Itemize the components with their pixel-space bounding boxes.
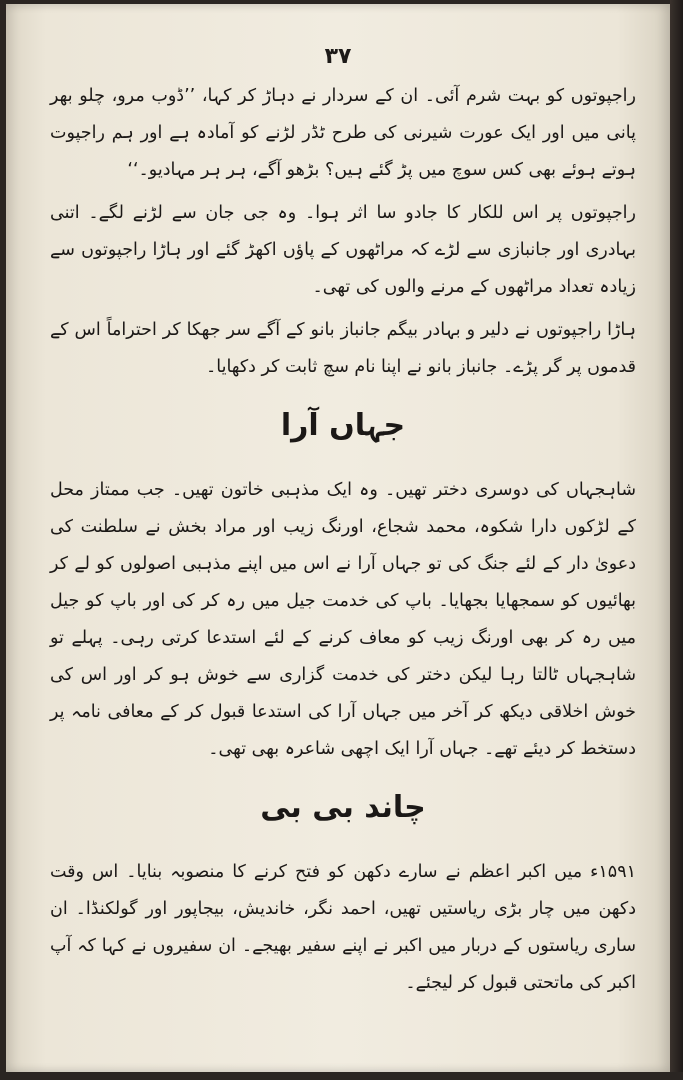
paragraph: ۱۵۹۱ء میں اکبر اعظم نے سارے دکھن کو فتح کرنے کا منصوبہ بنایا۔ اس وقت دکھن میں چار بڑی ریاستیں تھیں، احمد نگر، خاندیش، بیجاپور اور گولکنڈا۔ ان ساری ریاستوں کے دربار میں اکبر نے اپنے سفیر بھیجے۔ ان سفیروں نے کہا کہ آپ اکبر کی ماتحتی قبول کر لیجئے۔: [50, 862, 636, 993]
page-number: ۳۷: [324, 44, 352, 69]
section-heading-chand-bibi: چاند بی بی: [260, 790, 426, 825]
page-content: [50, 78, 636, 1008]
paragraph: شاہجہاں کی دوسری دختر تھیں۔ وہ ایک مذہبی خاتون تھیں۔ جب ممتاز محل کے لڑکوں دارا شکوہ، محمد شجاع، اورنگ زیب اور مراد بخش نے سلطنت کی دعویٰ دار کے لئے جنگ کی تو جہاں آرا نے اس میں اپنے مذہبی اصولوں کو لے کر بھائیوں کو سمجھایا بجھایا۔ باپ کی خدمت جیل میں رہ کر کی اور باپ کو جیل میں رہ کر بھی اورنگ زیب کو معاف کرنے کے لئے استدعا کرتی رہی۔ پہلے تو شاہجہاں ٹالتا رہا لیکن دختر کی خدمت گزاری سے خوش ہو کر اور اس کی خوش اخلاقی دیکھ کر آخر میں جہاں آرا کی استدعا قبول کر کے معافی نامہ پر دستخط کر دیئے تھے۔ جہاں آرا ایک اچھی شاعرہ بھی تھی۔: [50, 480, 636, 759]
book-page: [6, 4, 670, 1072]
page-bottom-edge: [0, 1072, 683, 1080]
paragraph: راجپوتوں کو بہت شرم آئی۔ ان کے سردار نے دہاڑ کر کہا، ’’ڈوب مرو، چلو بھر پانی میں اور ایک عورت شیرنی کی طرح ٹڈر لڑنے کو آمادہ ہے اور ہم راجپوت ہوتے ہوئے بھی کس سوچ میں پڑ گئے ہیں؟ بڑھو آگے، ہر ہر مہادیو۔‘‘: [50, 86, 636, 180]
section-heading-jahan-ara: جہاں آرا: [280, 408, 406, 443]
paragraph: ہاڑا راجپوتوں نے دلیر و بہادر بیگم جانباز بانو کے آگے سر جھکا کر احتراماً اس کے قدموں پر گر پڑے۔ جانباز بانو نے اپنا نام سچ ثابت کر دکھایا۔: [50, 320, 636, 377]
book-spine: [670, 0, 683, 1080]
paragraph: راجپوتوں پر اس للکار کا جادو سا اثر ہوا۔ وہ جی جان سے لڑنے لگے۔ اتنی بہادری اور جانبازی سے لڑے کہ مراٹھوں کے پاؤں اکھڑ گئے اور ہاڑا راجپوتوں سے زیادہ تعداد مراٹھوں کے مرنے والوں کی تھی۔: [50, 203, 636, 297]
